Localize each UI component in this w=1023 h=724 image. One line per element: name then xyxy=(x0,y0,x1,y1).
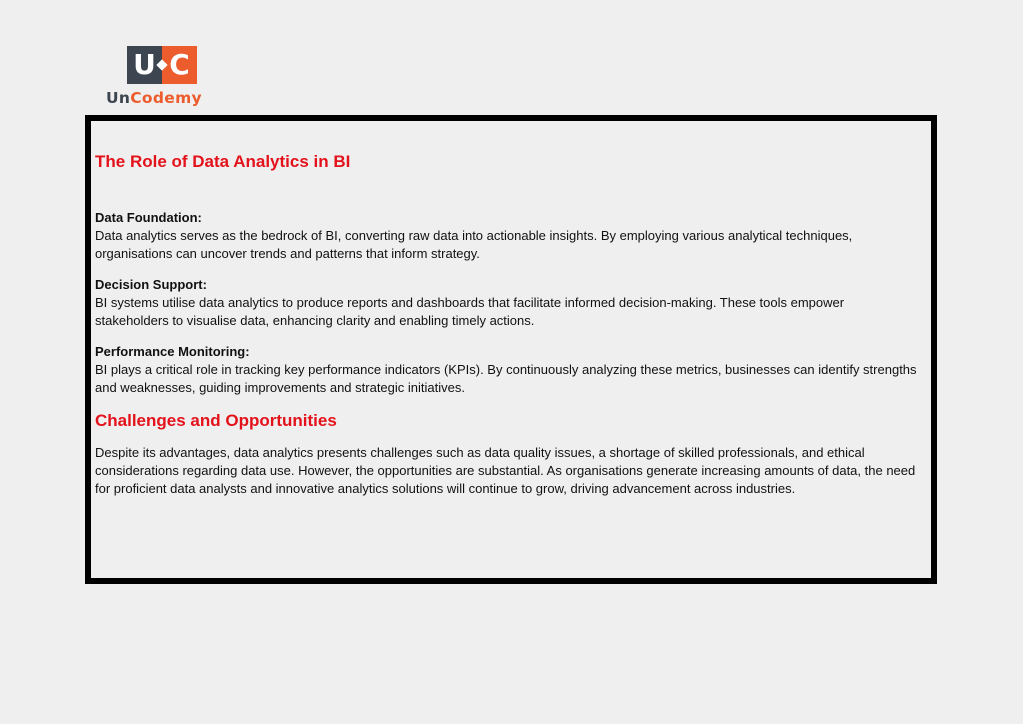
item-title: Performance Monitoring: xyxy=(95,344,250,359)
page-title: The Role of Data Analytics in BI xyxy=(95,152,351,171)
logo-mark-left: U xyxy=(127,46,162,84)
item-decision-support xyxy=(95,276,917,330)
logo-mark xyxy=(127,46,197,84)
logo-wordmark xyxy=(106,89,218,107)
logo-mark-right: C xyxy=(162,46,197,84)
item-body: BI plays a critical role in tracking key performance indicators (KPIs). By continuously analyzing these metrics, businesses can identify strengths and weaknesses, guiding improvements and strategic initiatives. xyxy=(95,362,917,395)
item-body: Data analytics serves as the bedrock of BI, converting raw data into actionable insights. By employing various analytical techniques, organisations can uncover trends and patterns that inform strategy. xyxy=(95,228,853,261)
section-title-challenges: Challenges and Opportunities xyxy=(95,411,337,430)
item-body: BI systems utilise data analytics to produce reports and dashboards that facilitate informed decision-making. These tools empower stakeholders to visualise data, enhancing clarity and enabling timely actions. xyxy=(95,295,845,328)
section-paragraph-challenges: Despite its advantages, data analytics presents challenges such as data quality issues, a shortage of skilled professionals, and ethical considerations regarding data use. However, the opportunities are substantial. As organisations generate increasing amounts of data, the need for proficient data analysts and innovative analytics solutions will continue to grow, driving advancement across industries. xyxy=(95,445,916,496)
content-body xyxy=(95,151,917,498)
item-title: Decision Support: xyxy=(95,277,207,292)
logo-wordmark-part1: Un xyxy=(106,89,131,107)
item-title: Data Foundation: xyxy=(95,210,202,225)
content-frame xyxy=(85,115,937,584)
uncodemy-logo xyxy=(106,46,218,108)
logo-wordmark-part2: Codemy xyxy=(130,89,202,107)
item-data-foundation xyxy=(95,209,917,263)
item-performance-monitoring xyxy=(95,343,917,397)
